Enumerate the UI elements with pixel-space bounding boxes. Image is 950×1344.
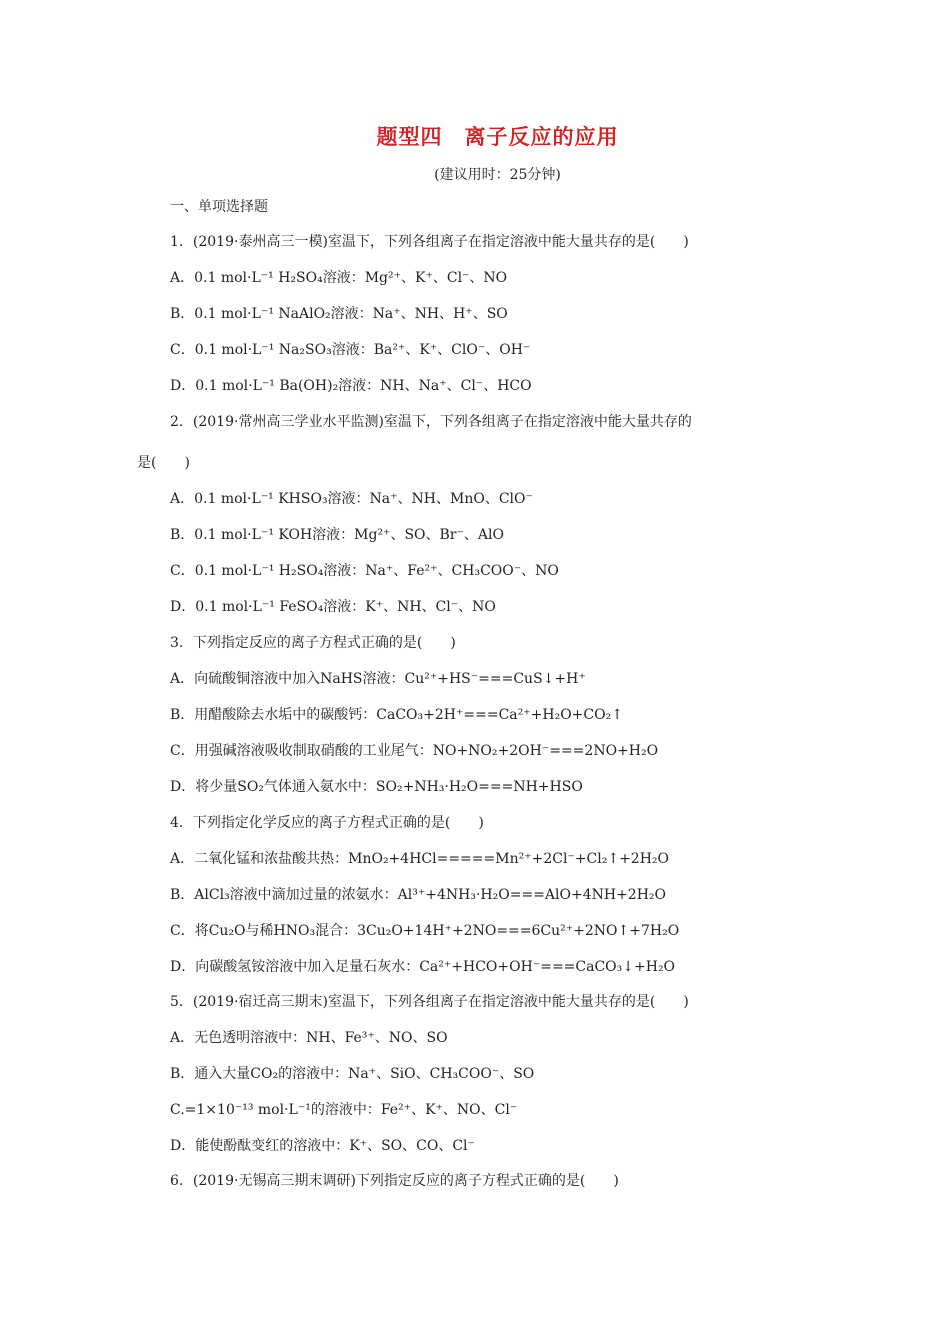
question-2-option-b: B．0.1 mol·L⁻¹ KOH溶液：Mg²⁺、SO、Br⁻、AlO [170,527,504,543]
question-4-option-a: A．二氧化锰和浓盐酸共热：MnO₂+4HCl=====Mn²⁺+2Cl⁻+Cl₂↑+2H₂O [170,851,670,867]
section-heading: 一、单项选择题 [170,199,268,215]
question-3-option-a: A．向硫酸铜溶液中加入NaHS溶液：Cu²⁺+HS⁻===CuS↓+H⁺ [170,671,586,687]
question-1-option-a: A．0.1 mol·L⁻¹ H₂SO₄溶液：Mg²⁺、K⁺、Cl⁻、NO [170,270,508,286]
question-3-option-b: B．用醋酸除去水垢中的碳酸钙：CaCO₃+2H⁺===Ca²⁺+H₂O+CO₂↑ [170,707,623,723]
question-1: 1．(2019·泰州高三一模)室温下，下列各组离子在指定溶液中能大量共存的是( ) [170,234,689,250]
question-4-option-b: B．AlCl₃溶液中滴加过量的浓氨水：Al³⁺+4NH₃·H₂O===AlO+4NH+2H₂O [170,887,667,903]
question-5-option-c: C.=1×10⁻¹³ mol·L⁻¹的溶液中：Fe²⁺、K⁺、NO、Cl⁻ [170,1102,518,1118]
question-2-option-c: C．0.1 mol·L⁻¹ H₂SO₄溶液：Na⁺、Fe²⁺、CH₃COO⁻、NO [170,563,559,579]
question-3: 3．下列指定反应的离子方程式正确的是( ) [170,635,456,651]
question-1-option-c: C．0.1 mol·L⁻¹ Na₂SO₃溶液：Ba²⁺、K⁺、ClO⁻、OH⁻ [170,342,531,358]
question-5-option-a: A．无色透明溶液中：NH、Fe³⁺、NO、SO [170,1030,448,1046]
question-4-option-d: D．向碳酸氢铵溶液中加入足量石灰水：Ca²⁺+HCO+OH⁻===CaCO₃↓+H₂O [170,959,676,975]
question-1-option-d: D．0.1 mol·L⁻¹ Ba(OH)₂溶液：NH、Na⁺、Cl⁻、HCO [170,378,532,394]
question-4-option-c: C．将Cu₂O与稀HNO₃混合：3Cu₂O+14H⁺+2NO===6Cu²⁺+2NO↑+7H₂O [170,923,680,939]
question-2-option-a: A．0.1 mol·L⁻¹ KHSO₃溶液：Na⁺、NH、MnO、ClO⁻ [170,491,533,507]
question-1-option-b: B．0.1 mol·L⁻¹ NaAlO₂溶液：Na⁺、NH、H⁺、SO [170,306,508,322]
question-4: 4．下列指定化学反应的离子方程式正确的是( ) [170,815,484,831]
question-5-option-b: B．通入大量CO₂的溶液中：Na⁺、SiO、CH₃COO⁻、SO [170,1066,535,1082]
question-3-option-d: D．将少量SO₂气体通入氨水中：SO₂+NH₃·H₂O===NH+HSO [170,779,583,795]
question-5-option-d: D．能使酚酞变红的溶液中：K⁺、SO、CO、Cl⁻ [170,1138,475,1154]
question-6: 6．(2019·无锡高三期末调研)下列指定反应的离子方程式正确的是( ) [170,1173,619,1189]
suggested-time: (建议用时：25分钟) [434,167,561,183]
question-2: 2．(2019·常州高三学业水平监测)室温下，下列各组离子在指定溶液中能大量共存的 [170,414,692,430]
question-2-option-d: D．0.1 mol·L⁻¹ FeSO₄溶液：K⁺、NH、Cl⁻、NO [170,599,496,615]
question-2-continued: 是( ) [137,455,190,471]
page-title: 题型四 离子反应的应用 [376,125,619,149]
question-3-option-c: C．用强碱溶液吸收制取硝酸的工业尾气：NO+NO₂+2OH⁻===2NO+H₂O [170,743,659,759]
question-5: 5．(2019·宿迁高三期末)室温下，下列各组离子在指定溶液中能大量共存的是( ) [170,994,689,1010]
